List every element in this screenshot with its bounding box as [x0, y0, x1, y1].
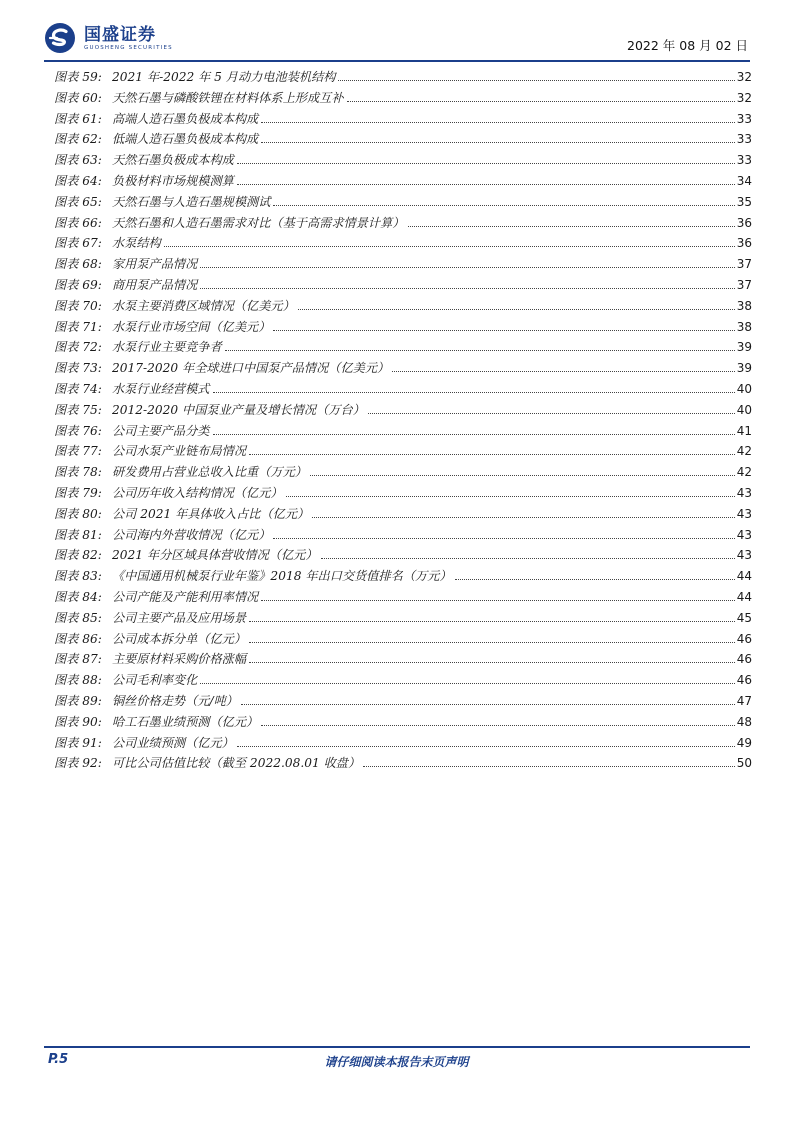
toc-entry[interactable] [54, 275, 752, 296]
dot-leader [241, 703, 735, 705]
figure-label: 图表 63: [54, 153, 102, 168]
toc-entry[interactable] [54, 88, 752, 109]
page-ref: 40 [736, 381, 752, 396]
toc-entry[interactable] [54, 379, 752, 400]
toc-entry[interactable] [54, 109, 752, 130]
figure-title: 2021 年-2022 年 5 月动力电池装机结构 [112, 70, 336, 84]
figure-title: 公司成本拆分单（亿元） [112, 631, 247, 646]
figure-title: 商用泵产品情况 [112, 277, 198, 292]
page-ref: 32 [736, 70, 752, 84]
figure-label: 图表 64: [54, 173, 102, 188]
figure-label: 图表 80: [54, 506, 102, 521]
figure-label: 图表 73: [54, 361, 102, 376]
page-header [0, 0, 793, 62]
figure-title: 天然石墨负极成本构成 [112, 153, 234, 168]
dot-leader [298, 308, 735, 310]
dot-leader [249, 453, 735, 455]
toc-entry[interactable] [54, 462, 752, 483]
toc-entry[interactable] [54, 629, 752, 650]
page-ref: 44 [736, 589, 752, 604]
page-ref: 37 [736, 257, 752, 272]
figure-label: 图表 61: [54, 111, 102, 126]
dot-leader [408, 225, 735, 227]
dot-leader [363, 765, 735, 767]
figure-title: 公司水泵产业链布局情况 [112, 444, 247, 459]
toc-entry[interactable] [54, 358, 752, 379]
page-ref: 50 [736, 756, 752, 771]
figure-title: 哈工石墨业绩预测（亿元） [112, 714, 259, 729]
page-ref: 42 [736, 444, 752, 459]
figure-label: 图表 83: [54, 569, 102, 584]
figure-title: 负极材料市场规模测算 [112, 173, 234, 188]
dot-leader [200, 266, 734, 268]
figure-label: 图表 88: [54, 673, 102, 688]
figure-label: 图表 65: [54, 194, 102, 209]
page-ref: 37 [736, 277, 752, 292]
dot-leader [249, 641, 735, 643]
brand-logo [44, 22, 173, 54]
page-ref: 46 [736, 652, 752, 667]
page-ref: 45 [736, 610, 752, 625]
page-ref: 43 [736, 485, 752, 500]
page-ref: 38 [736, 319, 752, 334]
figure-title: 公司主要产品分类 [112, 423, 210, 438]
figure-title: 公司 2021 年具体收入占比（亿元） [112, 506, 310, 521]
figure-label: 图表 85: [54, 610, 102, 625]
dot-leader [237, 162, 735, 164]
figure-title: 公司毛利率变化 [112, 673, 198, 688]
figure-label: 图表 67: [54, 236, 102, 251]
toc-entry[interactable] [54, 712, 752, 733]
disclaimer-note: 请仔细阅读本报告末页声明 [324, 1055, 469, 1069]
dot-leader [200, 287, 734, 289]
figure-label: 图表 66: [54, 215, 102, 230]
figure-title: 水泵主要消费区域情况（亿美元） [112, 298, 295, 313]
figure-title: 天然石墨与磷酸铁锂在材料体系上形成互补 [112, 90, 344, 105]
figure-label: 图表 75: [54, 402, 102, 417]
toc-entry[interactable] [54, 483, 752, 504]
figure-label: 图表 60: [54, 90, 102, 105]
toc-entry[interactable] [54, 525, 752, 546]
report-date: 2022 年 08 月 02 日 [627, 38, 748, 53]
figure-title: 公司产能及产能利用率情况 [112, 589, 259, 604]
page-ref: 33 [736, 132, 752, 147]
dot-leader [368, 412, 735, 414]
dot-leader [213, 433, 735, 435]
toc-entry[interactable] [54, 504, 752, 525]
figure-title: 水泵结构 [112, 236, 161, 251]
brand-name-en: GUOSHENG SECURITIES [84, 44, 173, 51]
figure-title: 水泵行业市场空间（亿美元） [112, 319, 271, 334]
dot-leader [164, 245, 735, 247]
page-ref: 33 [736, 111, 752, 126]
dot-leader [261, 599, 734, 601]
guosheng-logo-icon [44, 22, 76, 54]
toc-entry[interactable] [54, 171, 752, 192]
footer-divider [44, 1046, 750, 1048]
figure-title: 家用泵产品情况 [112, 257, 198, 272]
toc-entry[interactable] [54, 587, 752, 608]
dot-leader [347, 100, 735, 102]
page-ref: 32 [736, 90, 752, 105]
figure-label: 图表 91: [54, 735, 102, 750]
toc-entry[interactable] [54, 192, 752, 213]
figure-label: 图表 84: [54, 589, 102, 604]
figure-title: 2021 年分区域具体营收情况（亿元） [112, 548, 318, 563]
figure-title: 水泵行业经营模式 [112, 381, 210, 396]
toc-entry[interactable] [54, 317, 752, 338]
figure-label: 图表 82: [54, 548, 102, 563]
figure-title: 铜丝价格走势（元/吨） [112, 693, 238, 708]
toc-entry[interactable] [54, 670, 752, 691]
dot-leader [392, 370, 735, 372]
figure-label: 图表 59: [54, 70, 102, 84]
toc-entry[interactable] [54, 337, 752, 358]
figure-title: 天然石墨和人造石墨需求对比（基于高需求情景计算） [112, 215, 405, 230]
page-ref: 43 [736, 548, 752, 563]
dot-leader [273, 537, 734, 539]
page-ref: 43 [736, 506, 752, 521]
figure-title: 低端人造石墨负极成本构成 [112, 132, 259, 147]
dot-leader [237, 745, 735, 747]
page-ref: 39 [736, 340, 752, 355]
toc-entry[interactable] [54, 441, 752, 462]
figure-title: 公司历年收入结构情况（亿元） [112, 485, 283, 500]
figure-label: 图表 74: [54, 381, 102, 396]
toc-entry[interactable] [54, 733, 752, 754]
figure-title: 水泵行业主要竞争者 [112, 340, 222, 355]
dot-leader [261, 141, 734, 143]
dot-leader [261, 724, 734, 726]
toc-entry[interactable] [54, 129, 752, 150]
dot-leader [273, 329, 734, 331]
toc-entry[interactable] [54, 691, 752, 712]
figure-label: 图表 72: [54, 340, 102, 355]
page-ref: 39 [736, 361, 752, 376]
page-ref: 46 [736, 631, 752, 646]
figure-title: 天然石墨与人造石墨规模测试 [112, 194, 271, 209]
dot-leader [200, 682, 734, 684]
figure-label: 图表 71: [54, 319, 102, 334]
dot-leader [213, 391, 735, 393]
figure-label: 图表 78: [54, 465, 102, 480]
figure-label: 图表 70: [54, 298, 102, 313]
page-ref: 36 [736, 215, 752, 230]
page-ref: 35 [736, 194, 752, 209]
page-ref: 40 [736, 402, 752, 417]
page-ref: 47 [736, 693, 752, 708]
figure-label: 图表 68: [54, 257, 102, 272]
figure-title: 2017-2020 年全球进口中国泵产品情况（亿美元） [112, 361, 390, 376]
brand-name-cn: 国盛证券 [84, 24, 156, 45]
page-ref: 41 [736, 423, 752, 438]
toc-entry[interactable] [54, 608, 752, 629]
toc-entry[interactable] [54, 233, 752, 254]
figure-title: 可比公司估值比较（截至 2022.08.01 收盘） [112, 756, 361, 771]
figure-label: 图表 76: [54, 423, 102, 438]
figure-title: 2012-2020 中国泵业产量及增长情况（万台） [112, 402, 365, 417]
figure-label: 图表 87: [54, 652, 102, 667]
page-ref: 33 [736, 153, 752, 168]
header-divider [44, 60, 750, 62]
figure-label: 图表 92: [54, 756, 102, 771]
figure-label: 图表 90: [54, 714, 102, 729]
figure-title: 《中国通用机械泵行业年鉴》2018 年出口交货值排名（万元） [112, 569, 452, 584]
dot-leader [312, 516, 735, 518]
toc-entry[interactable] [54, 254, 752, 275]
toc-entry[interactable] [54, 649, 752, 670]
toc-entry[interactable] [54, 421, 752, 442]
figure-index-list [54, 67, 752, 774]
figure-title: 高端人造石墨负极成本构成 [112, 111, 259, 126]
dot-leader [273, 204, 734, 206]
toc-entry[interactable] [54, 400, 752, 421]
toc-entry[interactable] [54, 296, 752, 317]
page-ref: 36 [736, 236, 752, 251]
dot-leader [261, 121, 734, 123]
page-ref: 42 [736, 465, 752, 480]
toc-entry[interactable] [54, 545, 752, 566]
figure-title: 研发费用占营业总收入比重（万元） [112, 465, 307, 480]
dot-leader [286, 495, 735, 497]
figure-title: 公司业绩预测（亿元） [112, 735, 234, 750]
page-ref: 38 [736, 298, 752, 313]
toc-entry[interactable] [54, 753, 752, 774]
page-ref: 44 [736, 569, 752, 584]
dot-leader [455, 578, 735, 580]
figure-title: 公司海内外营收情况（亿元） [112, 527, 271, 542]
figure-label: 图表 79: [54, 485, 102, 500]
page-ref: 48 [736, 714, 752, 729]
page-ref: 46 [736, 673, 752, 688]
page-ref: 34 [736, 173, 752, 188]
dot-leader [249, 620, 735, 622]
figure-title: 公司主要产品及应用场景 [112, 610, 247, 625]
figure-label: 图表 77: [54, 444, 102, 459]
toc-entry[interactable] [54, 150, 752, 171]
dot-leader [321, 557, 735, 559]
figure-label: 图表 81: [54, 527, 102, 542]
figure-title: 主要原材料采购价格涨幅 [112, 652, 247, 667]
toc-entry[interactable] [54, 67, 752, 88]
figure-label: 图表 86: [54, 631, 102, 646]
dot-leader [310, 474, 735, 476]
toc-entry[interactable] [54, 213, 752, 234]
figure-label: 图表 62: [54, 132, 102, 147]
dot-leader [237, 183, 735, 185]
page-ref: 43 [736, 527, 752, 542]
figure-label: 图表 89: [54, 693, 102, 708]
dot-leader [225, 349, 735, 351]
dot-leader [249, 661, 735, 663]
page-number: P.5 [48, 1052, 69, 1067]
page-ref: 49 [736, 735, 752, 750]
toc-entry[interactable] [54, 566, 752, 587]
dot-leader [338, 79, 734, 81]
figure-label: 图表 69: [54, 277, 102, 292]
